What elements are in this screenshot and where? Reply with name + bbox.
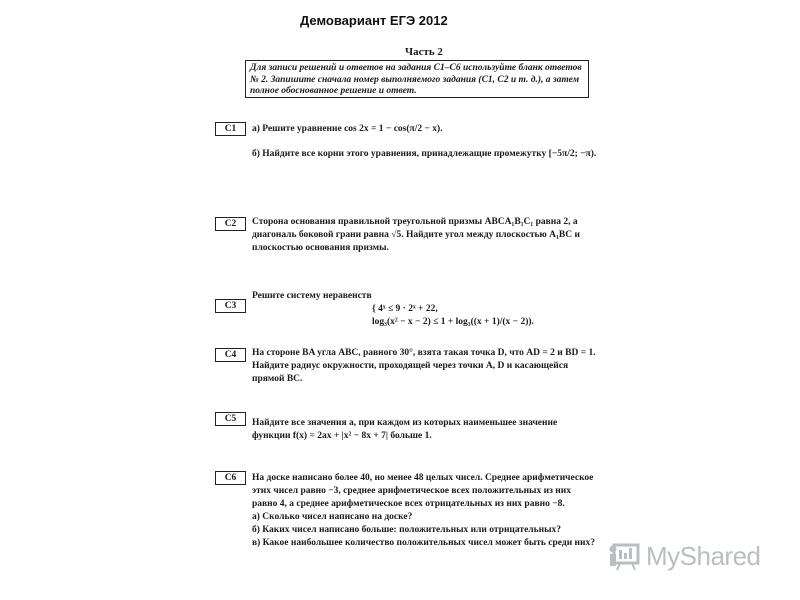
task-label-c1: C1 xyxy=(215,122,246,136)
presentation-board-icon xyxy=(608,540,642,572)
task-line: { 4ˣ ≤ 9 · 2ˣ + 22, xyxy=(372,304,438,314)
task-line: На доске написано более 40, но менее 48 целых чисел. Среднее арифметическое этих чисел равно −3, среднее арифметическое всех положительных из них равно 4, а среднее арифметическое всех отрицательных из них равно −8. xyxy=(252,473,594,509)
instructions-box: Для записи решений и ответов на задания С1–С6 используйте бланк ответов № 2. Запишите сначала номер выполняемого задания (С1, С2 и т. д.), а затем полное обоснованное решение и ответ. xyxy=(245,60,589,98)
task-line: а) Сколько чисел написано на доске? xyxy=(252,512,413,522)
part-title: Часть 2 xyxy=(405,46,443,58)
task-line: На стороне BA угла ABC, равного 30°, взята такая точка D, что AD = 2 и BD = 1. Найдите радиус окружности, проходящей через точки A, D и касающейся прямой BC. xyxy=(252,348,596,384)
task-line: Сторона основания правильной треугольной призмы ABCA₁B₁C₁ равна 2, а диагональ боковой грани равна √5. Найдите угол между плоскостью A₁BC и плоскостью основания призмы. xyxy=(252,217,580,253)
task-line: б) Каких чисел написано больше: положительных или отрицательных? xyxy=(252,525,562,535)
task-body-c6 xyxy=(252,472,597,550)
slide-title: Демовариант ЕГЭ 2012 xyxy=(300,13,448,28)
task-body-c5 xyxy=(252,417,597,443)
task-label-c2: C2 xyxy=(215,217,246,231)
task-label-c5: C5 xyxy=(215,412,246,426)
task-body-c4 xyxy=(252,347,597,386)
task-line: а) Решите уравнение cos 2x = 1 − cos(π/2 − x). xyxy=(252,124,443,134)
task-label-c4: C4 xyxy=(215,348,246,362)
scanned-exam-page xyxy=(215,40,600,580)
task-line: Решите систему неравенств xyxy=(252,291,372,301)
watermark xyxy=(606,538,766,574)
watermark-text: MyShared xyxy=(646,541,761,571)
task-body-c1 xyxy=(252,123,597,161)
task-label-c6: C6 xyxy=(215,471,246,485)
task-line: в) Какое наибольшее количество положительных чисел может быть среди них? xyxy=(252,538,595,548)
task-line: б) Найдите все корни этого уравнения, принадлежащие промежутку [−5π/2; −π). xyxy=(252,149,597,159)
task-line: log₃(x² − x − 2) ≤ 1 + log₃((x + 1)/(x − 2)). xyxy=(372,317,534,327)
task-body-c2 xyxy=(252,216,597,255)
task-line: Найдите все значения a, при каждом из которых наименьшее значение функции f(x) = 2ax + |x² − 8x + 7| больше 1. xyxy=(252,418,558,441)
task-body-c3 xyxy=(252,290,597,329)
task-label-c3: C3 xyxy=(215,299,246,313)
